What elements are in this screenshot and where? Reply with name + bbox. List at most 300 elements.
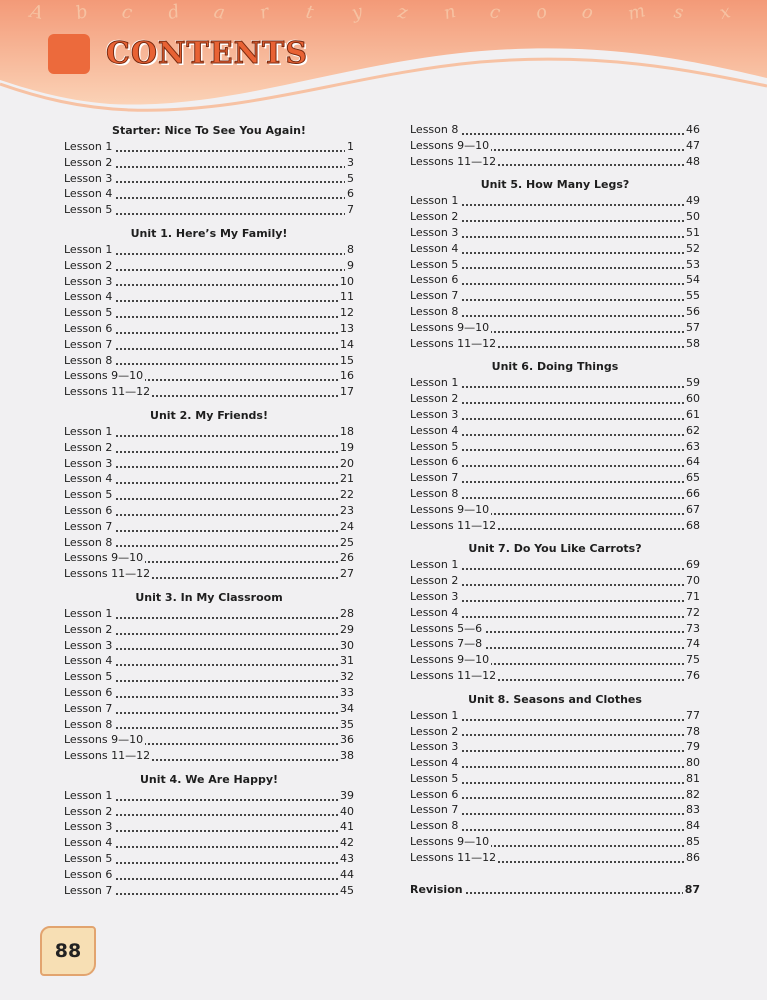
entry-label: Lesson 2 [64, 804, 113, 818]
entry-page: 69 [686, 558, 700, 572]
toc-entry [410, 138, 700, 154]
section-unit-8 [410, 692, 700, 866]
entry-label: Lesson 5 [64, 203, 113, 217]
toc-entry [64, 851, 354, 867]
entry-page: 17 [340, 385, 354, 399]
toc-entry [410, 818, 700, 834]
toc-entry [410, 573, 700, 589]
entry-page: 36 [340, 733, 354, 747]
entry-page: 62 [686, 423, 700, 437]
toc-entry [410, 589, 700, 605]
toc-entry [410, 802, 700, 818]
entry-label: Lesson 7 [64, 701, 113, 715]
entry-label: Lesson 1 [64, 788, 113, 802]
entry-page: 84 [686, 819, 700, 833]
entry-page: 32 [340, 670, 354, 684]
toc-entry [410, 502, 700, 518]
toc-entry [64, 242, 354, 258]
toc-entry [64, 819, 354, 835]
toc-entry [64, 566, 354, 582]
toc-entry [410, 739, 700, 755]
entry-page: 20 [340, 456, 354, 470]
toc-entry [410, 724, 700, 740]
entry-page: 78 [686, 724, 700, 738]
entry-page: 23 [340, 503, 354, 517]
entry-page: 30 [340, 638, 354, 652]
entry-label: Lesson 1 [410, 376, 459, 390]
section-title: Unit 7. Do You Like Carrots? [468, 542, 642, 556]
entry-label: Lessons 9—10 [64, 733, 144, 747]
page-header [0, 0, 767, 140]
entry-label: Lessons 11—12 [64, 385, 151, 399]
entry-label: Lesson 4 [64, 836, 113, 850]
toc-entry [64, 155, 354, 171]
toc-entry [410, 486, 700, 502]
section-title: Unit 6. Doing Things [491, 360, 619, 374]
entry-page: 73 [686, 621, 700, 635]
toc-entry [410, 391, 700, 407]
section-title: Unit 5. How Many Legs? [480, 178, 630, 192]
entry-label: Lesson 6 [64, 867, 113, 881]
entry-label: Lesson 2 [410, 724, 459, 738]
entry-label: Lesson 3 [410, 589, 459, 603]
toc-entry [410, 668, 700, 684]
entry-page: 9 [347, 258, 354, 272]
toc-entry [64, 788, 354, 804]
entry-page: 27 [340, 567, 354, 581]
entry-page: 75 [686, 653, 700, 667]
entry-label: Lesson 1 [410, 708, 459, 722]
section-title: Unit 2. My Friends! [150, 408, 268, 422]
section-unit-6 [410, 359, 700, 533]
toc-entry [410, 122, 700, 138]
toc-entry [410, 336, 700, 352]
entry-label: Lesson 4 [410, 241, 459, 255]
toc-entry [410, 439, 700, 455]
toc-entry [64, 638, 354, 654]
entry-label: Lessons 9—10 [64, 369, 144, 383]
entry-page: 83 [686, 803, 700, 817]
contents-left-column [64, 123, 354, 898]
entry-label: Lesson 2 [64, 258, 113, 272]
entry-label: Lessons 11—12 [410, 668, 497, 682]
toc-entry [410, 225, 700, 241]
entry-page: 3 [347, 155, 354, 169]
entry-page: 6 [347, 187, 354, 201]
toc-entry [410, 605, 700, 621]
toc-entry [410, 850, 700, 866]
toc-entry [410, 154, 700, 170]
entry-page: 25 [340, 535, 354, 549]
toc-entry [64, 685, 354, 701]
toc-entry [64, 717, 354, 733]
entry-page: 24 [340, 519, 354, 533]
toc-entry [410, 454, 700, 470]
toc-entry [410, 787, 700, 803]
entry-list [64, 788, 354, 899]
entry-list [410, 375, 700, 533]
section-title: Unit 1. Here’s My Family! [130, 226, 288, 240]
toc-entry [64, 456, 354, 472]
toc-entry [64, 424, 354, 440]
entry-label: Lesson 7 [64, 337, 113, 351]
decorative-letter: o [580, 1, 595, 24]
entry-page: 56 [686, 304, 700, 318]
toc-entry [410, 755, 700, 771]
entry-page: 14 [340, 337, 354, 351]
entry-label: Lessons 9—10 [410, 138, 490, 152]
entry-label: Lesson 6 [64, 685, 113, 699]
toc-entry [410, 834, 700, 850]
section-title: Unit 4. We Are Happy! [139, 772, 279, 786]
toc-entry [64, 804, 354, 820]
entry-page: 41 [340, 820, 354, 834]
toc-entry [410, 209, 700, 225]
entry-label: Lesson 4 [410, 605, 459, 619]
entry-page: 11 [340, 290, 354, 304]
entry-page: 71 [686, 589, 700, 603]
entry-label: Lesson 7 [410, 289, 459, 303]
entry-page: 67 [686, 502, 700, 516]
entry-label: Lesson 5 [64, 670, 113, 684]
entry-label: Lesson 8 [64, 353, 113, 367]
toc-entry [64, 503, 354, 519]
entry-label: Lesson 5 [410, 257, 459, 271]
entry-page: 55 [686, 289, 700, 303]
decorative-letter: z [396, 1, 410, 24]
section-unit-7 [410, 541, 700, 683]
entry-page: 42 [340, 836, 354, 850]
entry-label: Lesson 3 [64, 456, 113, 470]
entry-page: 77 [686, 708, 700, 722]
entry-page: 47 [686, 138, 700, 152]
entry-page: 44 [340, 867, 354, 881]
toc-entry [64, 622, 354, 638]
decorative-letter: c [120, 1, 134, 24]
toc-entry [64, 202, 354, 218]
decorative-letter: t [304, 1, 316, 24]
toc-entry [410, 423, 700, 439]
decorative-letter: o [533, 1, 550, 24]
entry-label: Lesson 6 [64, 503, 113, 517]
toc-entry [64, 732, 354, 748]
toc-entry [410, 708, 700, 724]
entry-list [64, 139, 354, 218]
entry-label: Lesson 5 [410, 771, 459, 785]
entry-label: Lesson 3 [64, 638, 113, 652]
entry-page: 80 [686, 756, 700, 770]
toc-entry [64, 535, 354, 551]
decorative-letter: d [165, 0, 182, 25]
toc-entry [64, 653, 354, 669]
entry-label: Lesson 7 [64, 519, 113, 533]
entry-label: Lessons 11—12 [64, 567, 151, 581]
toc-entry [64, 867, 354, 883]
entry-page: 18 [340, 424, 354, 438]
entry-label: Lessons 11—12 [410, 518, 497, 532]
entry-list [64, 424, 354, 582]
toc-entry [410, 193, 700, 209]
toc-entry [410, 304, 700, 320]
decorative-letter: A [28, 1, 45, 24]
toc-entry [64, 471, 354, 487]
toc-entry [64, 258, 354, 274]
entry-page: 48 [686, 154, 700, 168]
toc-entry [64, 883, 354, 899]
entry-page: 49 [686, 194, 700, 208]
entry-label: Lesson 4 [64, 654, 113, 668]
entry-page: 54 [686, 273, 700, 287]
entry-label: Lesson 6 [64, 321, 113, 335]
entry-page: 31 [340, 654, 354, 668]
entry-label: Lesson 1 [64, 606, 113, 620]
entry-page: 35 [340, 717, 354, 731]
entry-label: Lesson 7 [64, 883, 113, 897]
decorative-letter: n [441, 0, 458, 25]
section-unit-1 [64, 226, 354, 400]
toc-entry [410, 557, 700, 573]
entry-label: Lesson 8 [410, 819, 459, 833]
entry-label: Lesson 8 [64, 535, 113, 549]
section-unit-3 [64, 590, 354, 764]
entry-page: 12 [340, 306, 354, 320]
entry-page: 81 [686, 771, 700, 785]
entry-label: Lesson 1 [64, 140, 113, 153]
entry-label: Lesson 4 [64, 187, 113, 201]
entry-page: 13 [340, 321, 354, 335]
entry-page: 26 [340, 551, 354, 565]
entry-page: 51 [686, 225, 700, 239]
toc-entry [64, 606, 354, 622]
decorative-letter: c [488, 1, 502, 24]
toc-entry [64, 139, 354, 155]
entry-label: Lesson 2 [64, 155, 113, 169]
entry-page: 22 [340, 488, 354, 502]
entry-page: 43 [340, 852, 354, 866]
section-starter [64, 123, 354, 218]
section-title: Unit 8. Seasons and Clothes [468, 692, 642, 706]
entry-page: 1 [347, 140, 354, 153]
toc-entry [64, 487, 354, 503]
toc-entry [410, 636, 700, 652]
entry-page: 87 [684, 882, 700, 896]
page-title: CONTENTS [106, 36, 309, 71]
entry-label: Lesson 2 [410, 574, 459, 588]
toc-entry [64, 289, 354, 305]
entry-label: Lesson 5 [64, 852, 113, 866]
decorative-letter: y [349, 1, 365, 24]
entry-label: Lesson 3 [410, 407, 459, 421]
entry-label: Lessons 7—8 [410, 637, 483, 651]
entry-page: 16 [340, 369, 354, 383]
section-unit-2 [64, 408, 354, 582]
title-square-icon [48, 34, 90, 74]
toc-entry [64, 701, 354, 717]
decorative-letter: b [73, 0, 90, 25]
toc-entry [64, 368, 354, 384]
toc-entry [410, 375, 700, 391]
entry-label: Lesson 1 [64, 242, 113, 256]
entry-list [64, 242, 354, 400]
entry-page: 46 [686, 123, 700, 136]
entry-page: 53 [686, 257, 700, 271]
toc-entry [410, 320, 700, 336]
entry-label: Lesson 4 [410, 756, 459, 770]
entry-label: Lessons 9—10 [64, 551, 144, 565]
entry-page: 85 [686, 835, 700, 849]
entry-page: 10 [340, 274, 354, 288]
entry-label: Lesson 3 [410, 225, 459, 239]
entry-page: 86 [686, 850, 700, 864]
entry-label: Lesson 3 [64, 171, 113, 185]
entry-page: 8 [347, 242, 354, 256]
entry-label: Lesson 8 [410, 486, 459, 500]
entry-page: 65 [686, 471, 700, 485]
entry-list [410, 122, 700, 169]
entry-label: Lesson 5 [64, 488, 113, 502]
entry-page: 70 [686, 574, 700, 588]
decorative-letter: m [625, 0, 648, 25]
entry-label: Lesson 6 [410, 455, 459, 469]
toc-entry [410, 621, 700, 637]
entry-label: Lessons 11—12 [64, 749, 151, 763]
title-block [48, 30, 308, 80]
entry-page: 79 [686, 740, 700, 754]
entry-page: 7 [347, 203, 354, 217]
entry-page: 66 [686, 486, 700, 500]
entry-label: Lesson 7 [410, 471, 459, 485]
entry-label: Revision [410, 882, 463, 896]
entry-label: Lessons 9—10 [410, 653, 490, 667]
entry-page: 29 [340, 622, 354, 636]
decorative-letter: a [212, 1, 227, 24]
entry-list [410, 708, 700, 866]
entry-label: Lesson 3 [64, 820, 113, 834]
entry-label: Lesson 8 [410, 123, 459, 136]
entry-page: 38 [340, 749, 354, 763]
entry-page: 34 [340, 701, 354, 715]
entry-page: 50 [686, 210, 700, 224]
entry-label: Lesson 4 [64, 472, 113, 486]
entry-label: Lesson 3 [64, 274, 113, 288]
toc-entry [410, 288, 700, 304]
decorative-letter: r [257, 1, 272, 24]
toc-entry [64, 440, 354, 456]
entry-page: 19 [340, 440, 354, 454]
entry-label: Lesson 2 [64, 440, 113, 454]
toc-entry [64, 274, 354, 290]
entry-page: 28 [340, 606, 354, 620]
entry-page: 64 [686, 455, 700, 469]
entry-label: Lessons 11—12 [410, 154, 497, 168]
toc-entry [410, 272, 700, 288]
entry-label: Lesson 1 [64, 424, 113, 438]
toc-entry [64, 669, 354, 685]
toc-entry [410, 652, 700, 668]
entry-label: Lessons 5—6 [410, 621, 483, 635]
contents-right-column [410, 122, 700, 897]
entry-page: 21 [340, 472, 354, 486]
section-unit-4-continued [410, 122, 700, 169]
toc-entry [64, 186, 354, 202]
entry-label: Lesson 4 [410, 423, 459, 437]
entry-list [64, 606, 354, 764]
entry-page: 45 [340, 883, 354, 897]
entry-label: Lesson 8 [410, 304, 459, 318]
section-unit-5 [410, 177, 700, 351]
toc-entry [64, 305, 354, 321]
entry-list [410, 193, 700, 351]
entry-label: Lesson 3 [410, 740, 459, 754]
entry-label: Lesson 5 [410, 439, 459, 453]
entry-page: 52 [686, 241, 700, 255]
entry-page: 61 [686, 407, 700, 421]
entry-label: Lesson 2 [410, 210, 459, 224]
entry-page: 39 [340, 788, 354, 802]
entry-label: Lesson 6 [410, 273, 459, 287]
toc-entry [64, 353, 354, 369]
entry-page: 82 [686, 787, 700, 801]
entry-label: Lesson 4 [64, 290, 113, 304]
entry-page: 58 [686, 336, 700, 350]
entry-page: 33 [340, 685, 354, 699]
toc-entry [64, 384, 354, 400]
entry-label: Lesson 1 [410, 194, 459, 208]
entry-page: 5 [347, 171, 354, 185]
entry-page: 72 [686, 605, 700, 619]
entry-page: 15 [340, 353, 354, 367]
toc-entry [410, 518, 700, 534]
toc-entry [64, 321, 354, 337]
toc-entry [64, 171, 354, 187]
entry-page: 59 [686, 376, 700, 390]
toc-entry [410, 771, 700, 787]
revision-entry [410, 882, 700, 898]
page-number-badge: 88 [40, 926, 96, 976]
entry-page: 40 [340, 804, 354, 818]
entry-label: Lesson 8 [64, 717, 113, 731]
entry-label: Lessons 9—10 [410, 502, 490, 516]
entry-page: 57 [686, 320, 700, 334]
entry-page: 76 [686, 668, 700, 682]
section-title: Unit 3. In My Classroom [135, 590, 283, 604]
entry-page: 63 [686, 439, 700, 453]
section-title: Starter: Nice To See You Again! [112, 124, 306, 137]
entry-page: 68 [686, 518, 700, 532]
entry-label: Lessons 11—12 [410, 336, 497, 350]
toc-entry [64, 519, 354, 535]
entry-label: Lesson 6 [410, 787, 459, 801]
toc-entry [64, 748, 354, 764]
entry-label: Lesson 1 [410, 558, 459, 572]
entry-label: Lesson 7 [410, 803, 459, 817]
entry-label: Lesson 5 [64, 306, 113, 320]
entry-list [410, 557, 700, 683]
entry-label: Lesson 2 [64, 622, 113, 636]
entry-page: 74 [686, 637, 700, 651]
entry-label: Lesson 2 [410, 392, 459, 406]
entry-label: Lessons 9—10 [410, 835, 490, 849]
entry-label: Lessons 11—12 [410, 850, 497, 864]
section-unit-4 [64, 772, 354, 899]
decorative-letter: s [672, 1, 686, 24]
toc-entry [64, 835, 354, 851]
toc-entry [410, 241, 700, 257]
toc-entry [64, 337, 354, 353]
toc-entry [410, 407, 700, 423]
decorative-letter: x [717, 1, 733, 24]
entry-label: Lessons 9—10 [410, 320, 490, 334]
